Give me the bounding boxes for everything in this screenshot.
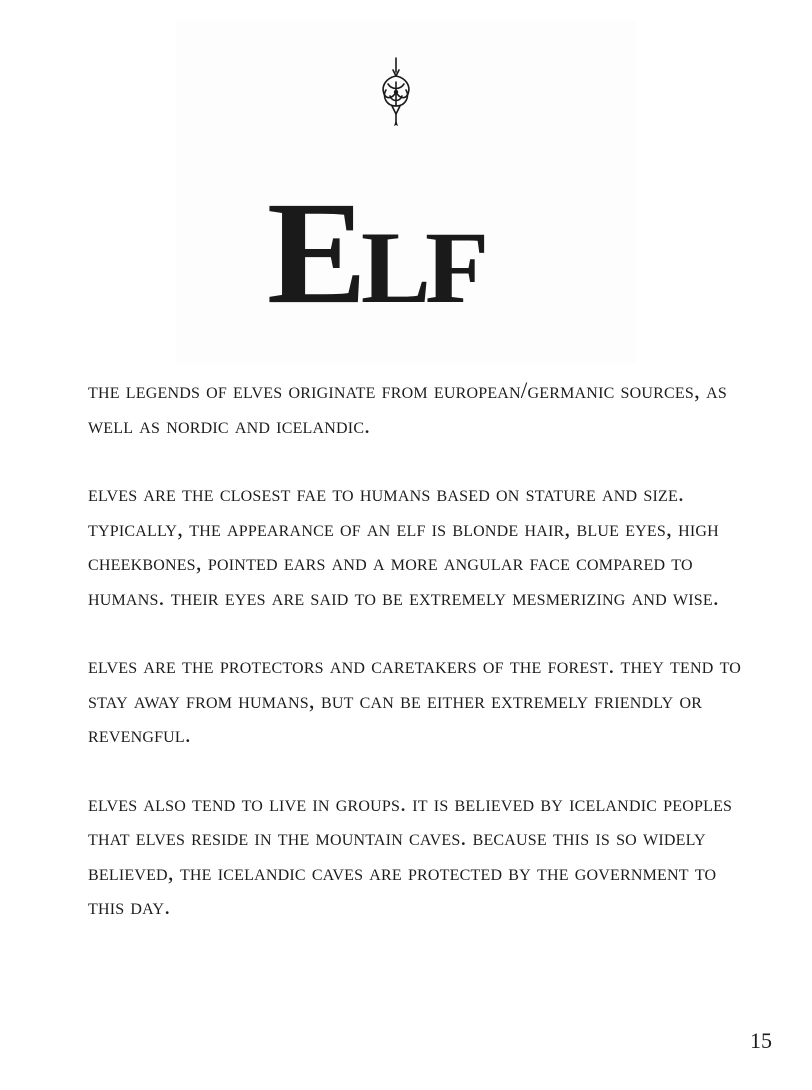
paragraph-text: elves are the protectors and caretakers of the forest. they tend to stay away from humans, but can be either extremely friendly or revengful.: [88, 653, 742, 748]
paragraph-text: elves are the closest fae to humans based on stature and size. typically, the appearance of an elf is blonde hair, blue eyes, high cheekbones, pointed ears and a more angular face compared to humans. their eyes are said to be extremely mesmerizing and wise.: [88, 481, 719, 611]
page-title: Elf: [266, 171, 484, 335]
paragraph-groups: [88, 787, 748, 925]
body-text: [88, 374, 748, 959]
paragraph-forest: [88, 649, 748, 753]
paragraph-text: elves also tend to live in groups. it is believed by icelandic peoples that elves reside in the mountain caves. because this is so widely believed, the icelandic caves are protected by the government to this day.: [88, 790, 733, 920]
page-number: 15: [750, 1028, 772, 1053]
paragraph-appearance: [88, 477, 748, 615]
celtic-knot-ornament-icon: [378, 56, 414, 128]
paragraph-origins: [88, 374, 748, 443]
paragraph-text: the legends of elves originate from european/germanic sources, as well as nordic and icelandic.: [88, 378, 727, 439]
